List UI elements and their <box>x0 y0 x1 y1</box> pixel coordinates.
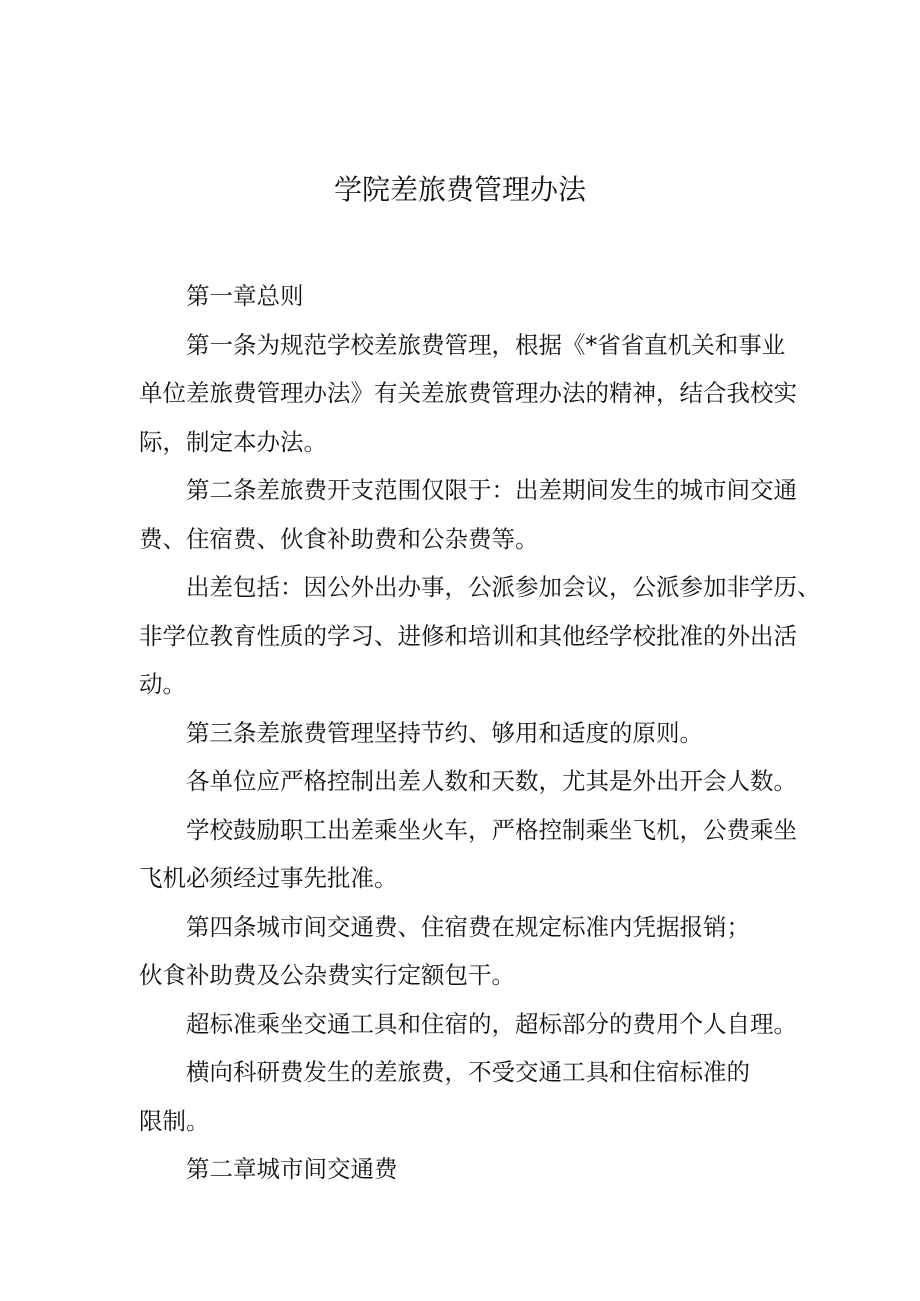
research-funding-line-1: 横向科研费发生的差旅费，不受交通工具和住宿标准的 <box>186 1058 750 1086</box>
staff-control-paragraph: 各单位应严格控制出差人数和天数，尤其是外出开会人数。 <box>186 767 797 795</box>
article-2-line-2: 费、住宿费、伙食补助费和公杂费等。 <box>139 524 539 553</box>
article-4-line-1: 第四条城市间交通费、住宿费在规定标准内凭据报销； <box>186 912 750 941</box>
transport-policy-line-2: 飞机必须经过事先批准。 <box>139 864 398 892</box>
business-trip-scope-line-1: 出差包括：因公外出办事，公派参加会议，公派参加非学历、 <box>186 573 821 601</box>
article-2-line-1: 第二条差旅费开支范围仅限于：出差期间发生的城市间交通 <box>186 476 797 504</box>
over-standard-paragraph: 超标准乘坐交通工具和住宿的，超标部分的费用个人自理。 <box>186 1009 797 1038</box>
business-trip-scope-line-3: 动。 <box>139 670 186 698</box>
chapter-heading-1: 第一章总则 <box>186 282 304 310</box>
transport-policy-line-1: 学校鼓励职工出差乘坐火车，严格控制乘坐飞机，公费乘坐 <box>186 815 797 844</box>
article-1-line-1: 第一条为规范学校差旅费管理，根据《*省省直机关和事业 <box>186 330 786 359</box>
article-1-line-3: 际，制定本办法。 <box>139 427 327 456</box>
article-1-line-2: 单位差旅费管理办法》有关差旅费管理办法的精神，结合我校实 <box>139 379 797 407</box>
document-title: 学院差旅费管理办法 <box>333 173 586 206</box>
article-4-line-2: 伙食补助费及公杂费实行定额包干。 <box>139 961 515 989</box>
document-body <box>139 272 821 1194</box>
business-trip-scope-line-2: 非学位教育性质的学习、进修和培训和其他经学校批准的外出活 <box>139 621 797 650</box>
research-funding-line-2: 限制。 <box>139 1106 210 1135</box>
chapter-heading-2: 第二章城市间交通费 <box>186 1155 398 1183</box>
article-3: 第三条差旅费管理坚持节约、够用和适度的原则。 <box>186 718 703 747</box>
